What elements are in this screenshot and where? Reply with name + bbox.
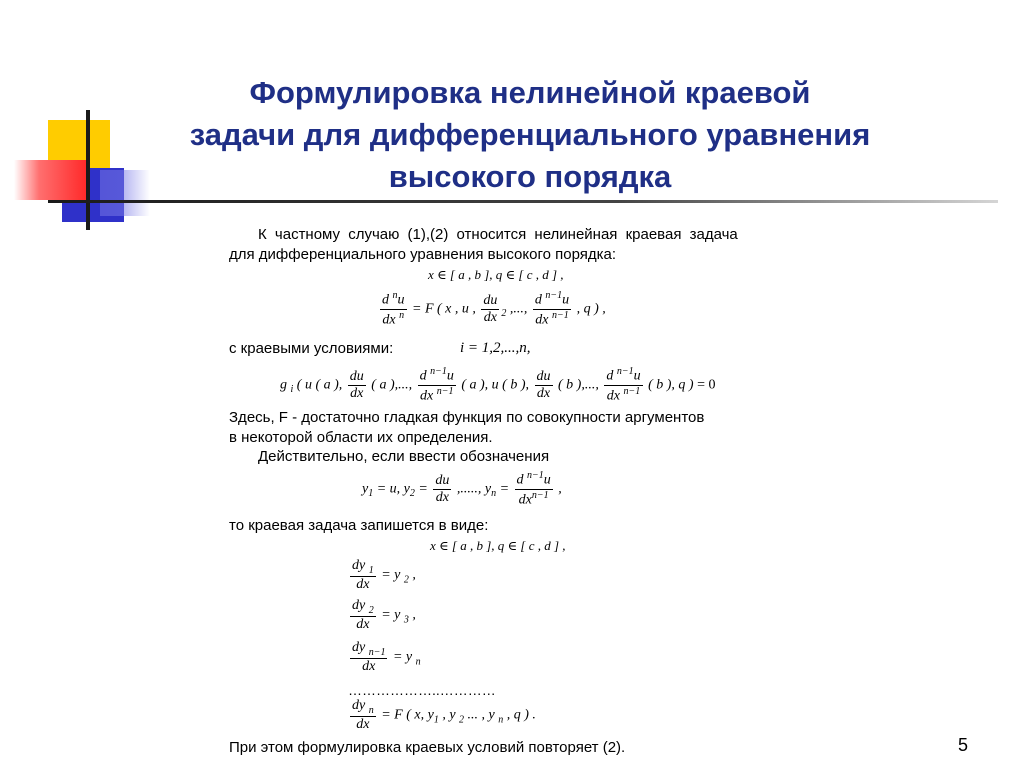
domain-formula-2: x ∈ [ a , b ], q ∈ [ c , d ] , (430, 538, 566, 553)
title-line-2: задачи для дифференциального уравнения (189, 117, 871, 152)
here-line-1: Здесь, F - достаточно гладкая функция по совокупности аргументов (229, 409, 705, 426)
final-line: При этом формулировка краевых условий повторяет (2). (229, 739, 626, 756)
index-range: i = 1,2,...,n, (460, 340, 531, 356)
intro-line-2: для дифференциального уравнения высокого порядка: (229, 246, 617, 263)
system-eq-1: $\frac{dy _1}{dx}$ = y $_2$ , (352, 558, 416, 592)
indeed-line: Действительно, если ввести обозначения (258, 448, 550, 465)
system-eq-3: $\frac{dy _{n-1}}{dx}$ = y $_n$ (352, 640, 421, 674)
page-number: 5 (957, 735, 968, 755)
intro-line-1: К частному случаю (1),(2) относится нелинейная краевая задача (258, 226, 738, 243)
decor-vertical-line (86, 110, 90, 230)
title-line-3: высокого порядка (388, 159, 672, 194)
slide-title (130, 72, 930, 198)
domain-formula-1: x ∈ [ a , b ], q ∈ [ c , d ] , (428, 267, 564, 282)
system-eq-n: $\frac{dy _n}{dx}$ = F ( x, $y_1$ , y $_2$ ... , y $_n$ , q ) . (352, 698, 536, 732)
then-line: то краевая задача запишется в виде: (229, 517, 489, 534)
boundary-formula: g $_i$ ( u ( a ), $\frac{du}{dx}$ ( a ),..., $\frac{d ^{n-1}u}{dx ^{n-1}}$ ( a ), u ( b ), $\frac{du}{dx}$ ( b ),..., $\frac{d ^{n-1}u}{dx ^{n-1}}$ ( b ), q ) = 0 (280, 366, 716, 404)
decor-horizontal-line (48, 200, 998, 203)
boundary-label: с краевыми условиями: (229, 340, 394, 357)
substitution-formula: $y_1 = u$, $y_2$ = $\frac{du}{dx}$ ,....., $y_n$ = $\frac{d ^{n-1}u}{dx^{n-1}}$ , (362, 470, 562, 508)
ode-formula: $\frac{d ^nu}{dx ^n}$ = F ( x , u , $\frac{du}{dx}$ $_2$ ,..., $\frac{d ^{n-1}u}{dx ^{n-1}}$ , q ) , (382, 290, 606, 328)
dots-line: ………………..………… (348, 682, 496, 698)
title-line-1: Формулировка нелинейной краевой (249, 75, 811, 110)
here-line-2: в некоторой области их определения. (229, 429, 493, 446)
system-eq-2: $\frac{dy _2}{dx}$ = y $_3$ , (352, 598, 416, 632)
decor-red-square (14, 160, 86, 200)
